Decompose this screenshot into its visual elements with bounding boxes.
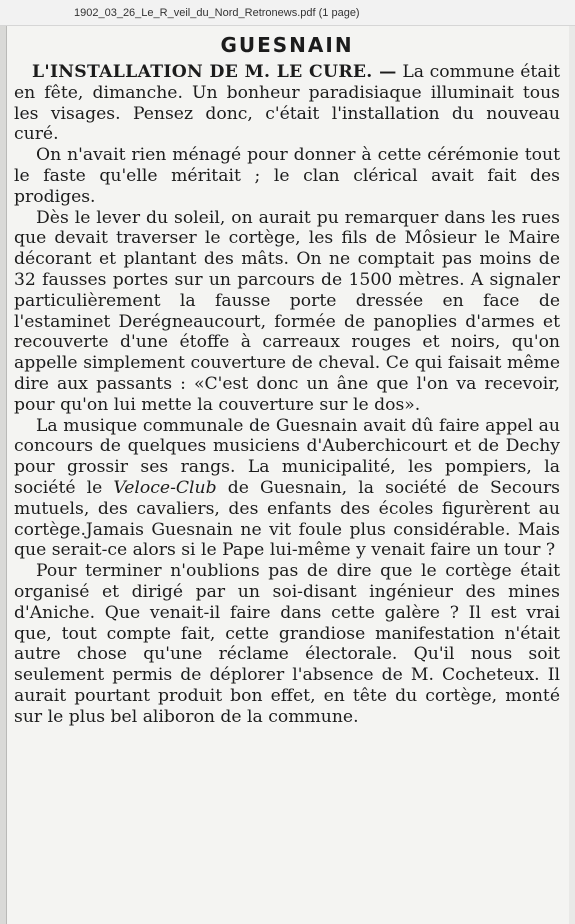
document-page [0,26,575,924]
paragraph-3-text: Dès le lever du soleil, on aurait pu remarquer dans les rues que devait traverser le cortège, les fils de Môsieur le Maire décorant et plantant des mâts. On ne comptait pas moins de 32 fausses portes sur un parcours de 1500 mètres. A signaler particulièrement la fausse porte dressée en face de l'estaminet Derégneaucourt, formée de panoplies d'armes et recouverte d'une étoffe à carreaux rouges et noirs, qu'on appelle simplement couverture de cheval. Ce qui faisait même dire aux passants : «C'est donc un âne que l'on va recevoir, pour qu'on lui mette la couverture sur le dos». [14,207,560,415]
scan-right-edge [569,26,575,924]
paragraph-4b-text: de Guesnain, la société de Secours mutuels, des cavaliers, des enfants des écoles figurèrent au cortège.Jamais Guesnain ne vit foule plus considérable. Mais que serait-ce alors si le Pape lui-même y venait faire un tour ? [14,477,560,561]
article-paragraph-5 [14,561,560,727]
article-paragraph-4 [14,416,560,562]
article-paragraph-3 [14,208,560,416]
window-titlebar [0,0,575,26]
newspaper-article [14,32,560,728]
paragraph-1-text: La commune était en fête, dimanche. Un bonheur paradisiaque illuminait tous les visages. Pensez donc, c'était l'installation du nouveau curé. [14,62,560,145]
paragraph-5-text: Pour terminer n'oublions pas de dire que le cortège était organisé et dirigé par un soi-disant ingénieur des mines d'Aniche. Que venait-il faire dans cette galère ? Il est vrai que, tout compte fait, cette grandiose manifestation n'était autre chose qu'une réclame électorale. Qu'il nous soit seulement permis de déplorer l'absence de M. Cocheteux. Il aurait pourtant produit bon effet, en tête du cortège, monté sur le plus bel aliboron de la commune. [14,561,560,727]
paragraph-4a-text: La musique communale de Guesnain avait dû faire appel au concours de quelques musiciens d'Auberchicourt et de Dechy pour grossir ses rangs. La municipalité, les pompiers, la société le [14,415,560,498]
article-paragraph-2 [14,145,560,207]
article-lead: L'INSTALLATION DE M. LE CURE. — [32,62,397,82]
window-title: 1902_03_26_Le_R_veil_du_Nord_Retronews.pdf (1 page) [74,6,360,19]
scan-left-edge [0,26,7,924]
veloce-club-name: Veloce-Club [113,477,217,498]
article-headline: GUESNAIN [220,33,354,57]
paragraph-2-text: On n'avait rien ménagé pour donner à cette cérémonie tout le faste qu'elle méritait ; le clan clérical avait fait des prodiges. [14,145,560,207]
article-paragraph-1 [14,62,560,145]
